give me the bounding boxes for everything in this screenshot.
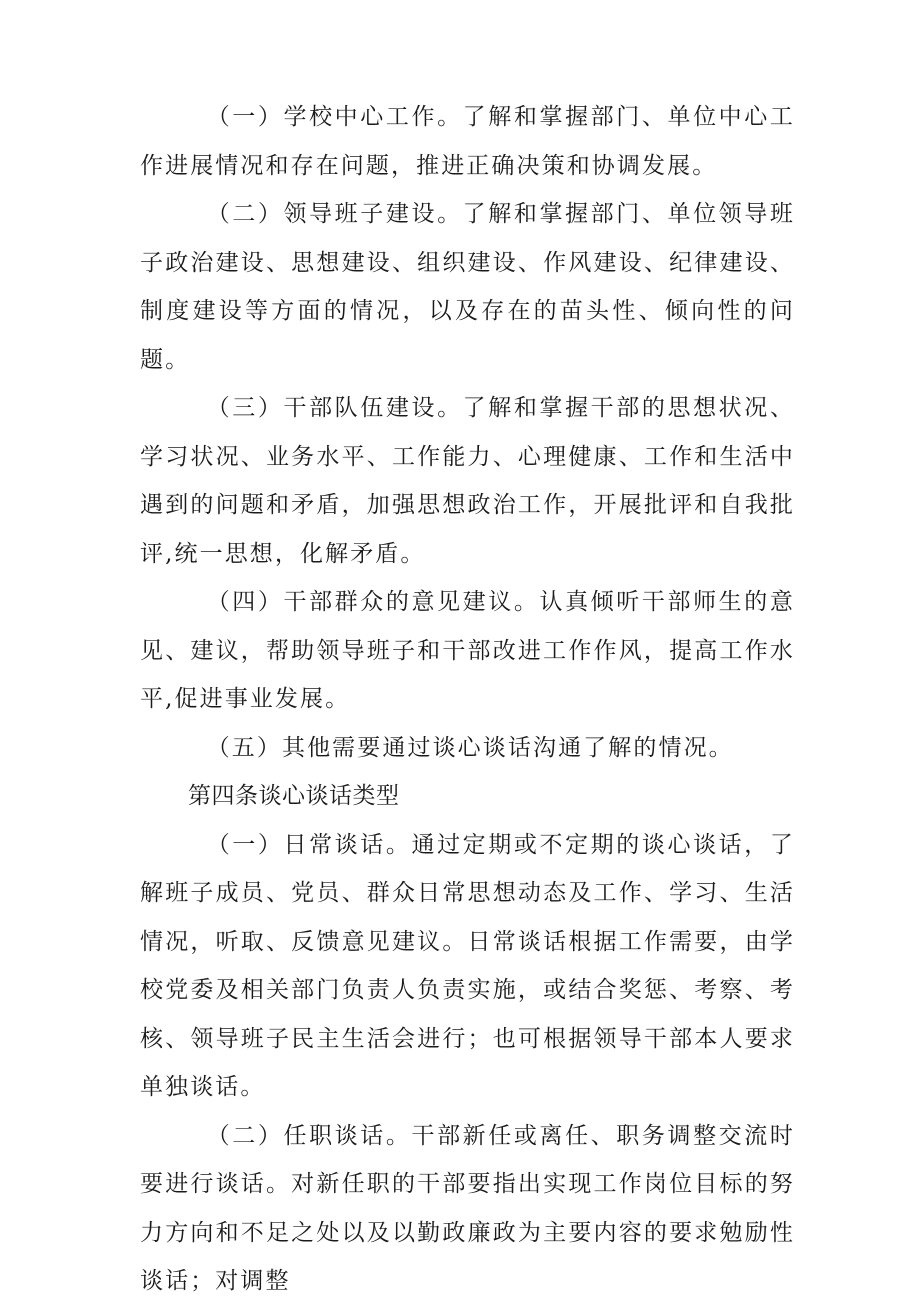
paragraph-item-7: （二）任职谈话。干部新任或离任、职务调整交流时要进行谈话。对新任职的干部要指出实现工作岗位目标的努力方向和不足之处以及以勤政廉政为主要内容的要求勉励性谈话；对调整 [140,1122,795,1294]
paragraph-item-3: （三）干部队伍建设。了解和掌握干部的思想状况、学习状况、业务水平、工作能力、心理健康、工作和生活中遇到的问题和矛盾，加强思想政治工作，开展批评和自我批评,统一思想，化解矛盾。 [140,395,795,567]
document-page [140,93,795,1306]
section-heading: 第四条谈心谈话类型 [188,783,400,809]
paragraph-item-4: （四）干部群众的意见建议。认真倾听干部师生的意见、建议，帮助领导班子和干部改进工作作风，提高工作水平,促进事业发展。 [140,589,795,712]
paragraph-item-1: （一）学校中心工作。了解和掌握部门、单位中心工作进展情况和存在问题，推进正确决策和协调发展。 [140,104,795,179]
paragraph-item-5: （五）其他需要通过谈心谈话沟通了解的情况。 [206,734,734,761]
paragraph-item-2: （二）领导班子建设。了解和掌握部门、单位领导班子政治建设、思想建设、组织建设、作风建设、纪律建设、制度建设等方面的情况，以及存在的苗头性、倾向性的问题。 [140,201,795,373]
paragraph-item-6: （一）日常谈话。通过定期或不定期的谈心谈话，了解班子成员、党员、群众日常思想动态及工作、学习、生活情况，听取、反馈意见建议。日常谈话根据工作需要，由学校党委及相关部门负责人负责实施，或结合奖惩、考察、考核、领导班子民主生活会进行；也可根据领导干部本人要求单独谈话。 [140,831,795,1100]
